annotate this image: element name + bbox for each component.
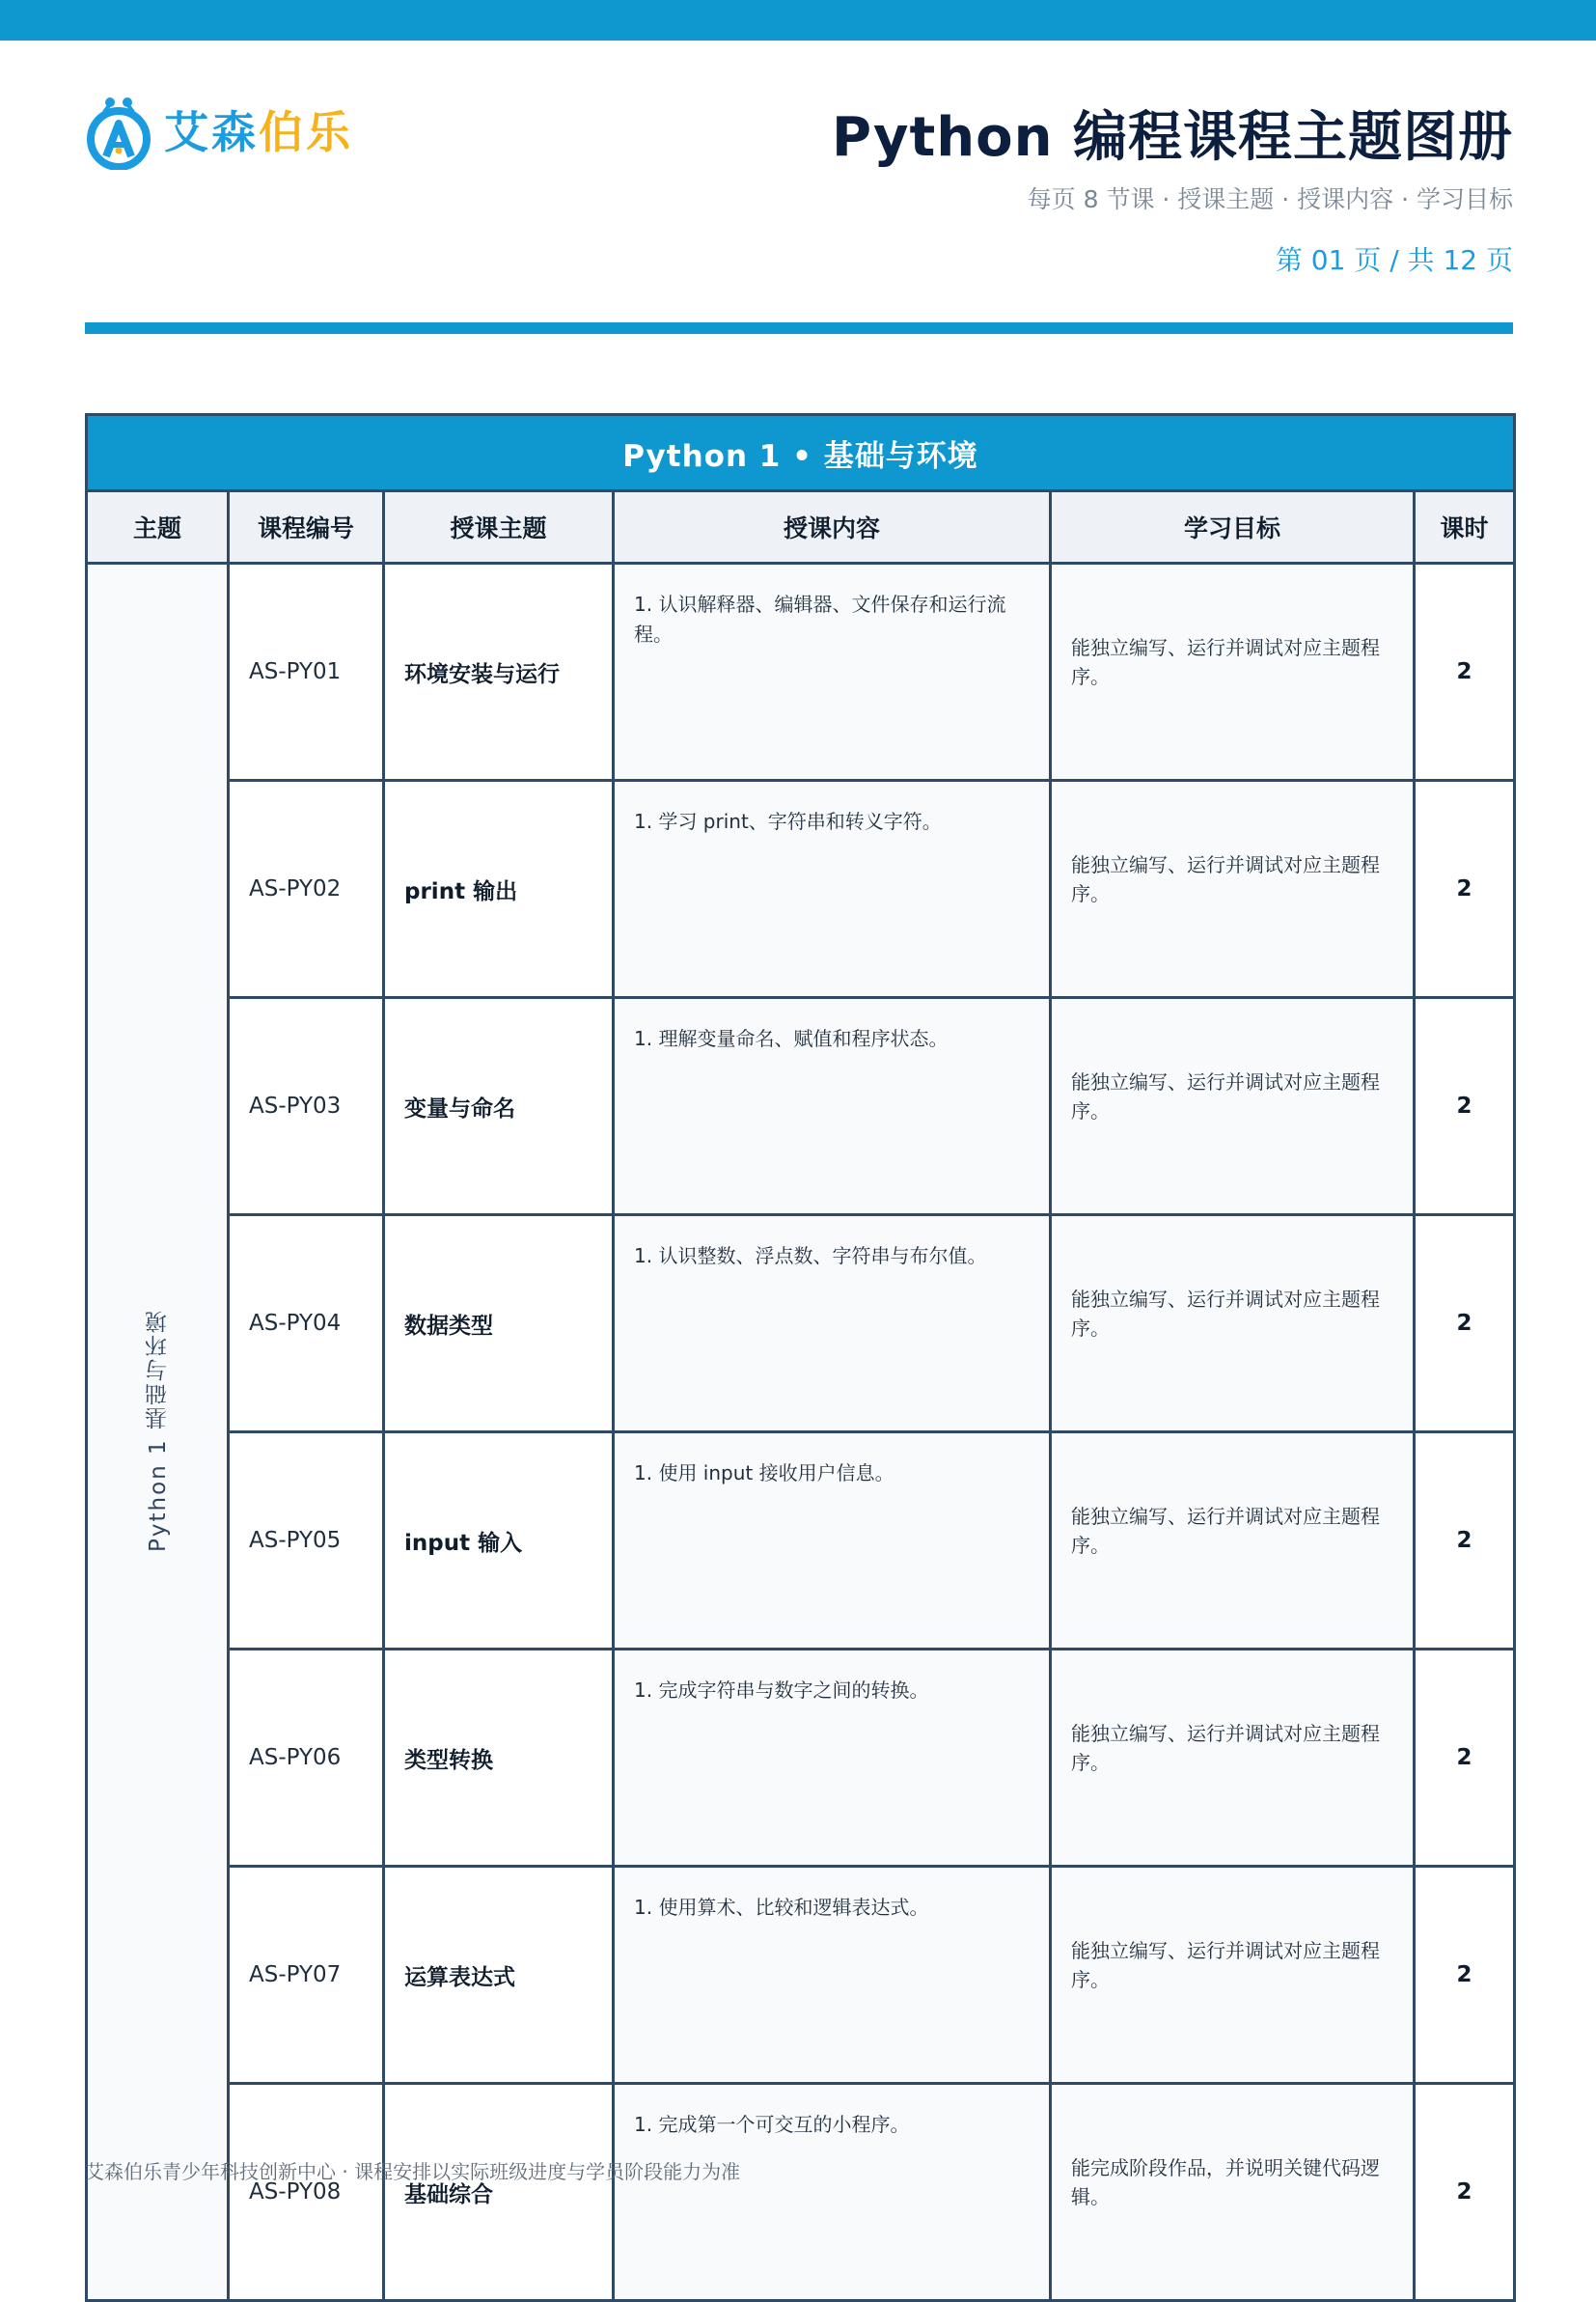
top-accent-bar xyxy=(0,0,1596,41)
table-row xyxy=(87,1650,1515,1867)
course-goal: 能独立编写、运行并调试对应主题程序。 xyxy=(1051,998,1415,1215)
course-goal: 能完成阶段作品，并说明关键代码逻辑。 xyxy=(1051,2084,1415,2301)
course-content: 1. 认识整数、浮点数、字符串与布尔值。 xyxy=(614,1215,1051,1432)
course-hours: 2 xyxy=(1415,2084,1515,2301)
course-topic: input 输入 xyxy=(384,1432,614,1650)
table-row xyxy=(87,1215,1515,1432)
column-header-goal: 学习目标 xyxy=(1051,491,1415,564)
page-number: 第 01 页 / 共 12 页 xyxy=(1275,244,1513,276)
page-footer: 艾森伯乐青少年科技创新中心 · 课程安排以实际班级进度与学员阶段能力为准 xyxy=(85,2160,741,2183)
course-goal: 能独立编写、运行并调试对应主题程序。 xyxy=(1051,1867,1415,2084)
course-topic: 数据类型 xyxy=(384,1215,614,1432)
brand-char-1: 艾 xyxy=(164,106,211,158)
course-topic: 基础综合 xyxy=(384,2084,614,2301)
course-goal: 能独立编写、运行并调试对应主题程序。 xyxy=(1051,781,1415,998)
table-header-row xyxy=(87,491,1515,564)
brand-char-3: 伯 xyxy=(259,106,306,158)
course-code: AS-PY06 xyxy=(229,1650,384,1867)
table-row xyxy=(87,2084,1515,2301)
table-row xyxy=(87,1867,1515,2084)
course-code: AS-PY04 xyxy=(229,1215,384,1432)
course-hours: 2 xyxy=(1415,1867,1515,2084)
table-row xyxy=(87,1432,1515,1650)
column-header-content: 授课内容 xyxy=(614,491,1051,564)
course-topic: print 输出 xyxy=(384,781,614,998)
table-row xyxy=(87,998,1515,1215)
course-code: AS-PY02 xyxy=(229,781,384,998)
course-topic: 变量与命名 xyxy=(384,998,614,1215)
column-header-topic: 授课主题 xyxy=(384,491,614,564)
course-content: 1. 完成字符串与数字之间的转换。 xyxy=(614,1650,1051,1867)
course-hours: 2 xyxy=(1415,1215,1515,1432)
course-topic: 类型转换 xyxy=(384,1650,614,1867)
course-code: AS-PY03 xyxy=(229,998,384,1215)
course-table xyxy=(85,413,1516,2302)
course-content: 1. 使用 input 接收用户信息。 xyxy=(614,1432,1051,1650)
table-row xyxy=(87,564,1515,781)
course-topic: 运算表达式 xyxy=(384,1867,614,2084)
page-subtitle: 每页 8 节课 · 授课主题 · 授课内容 · 学习目标 xyxy=(1027,185,1513,213)
course-hours: 2 xyxy=(1415,1650,1515,1867)
course-hours: 2 xyxy=(1415,564,1515,781)
course-hours: 2 xyxy=(1415,1432,1515,1650)
course-goal: 能独立编写、运行并调试对应主题程序。 xyxy=(1051,1215,1415,1432)
page-title: Python 编程课程主题图册 xyxy=(831,106,1513,169)
theme-label: Python 1 基础与环境 xyxy=(145,1308,171,1552)
course-topic: 环境安装与运行 xyxy=(384,564,614,781)
robot-a-logo-icon xyxy=(83,95,154,170)
course-code: AS-PY01 xyxy=(229,564,384,781)
course-hours: 2 xyxy=(1415,781,1515,998)
column-header-hours: 课时 xyxy=(1415,491,1515,564)
course-content: 1. 完成第一个可交互的小程序。 xyxy=(614,2084,1051,2301)
theme-cell xyxy=(87,564,229,2301)
course-content: 1. 使用算术、比较和逻辑表达式。 xyxy=(614,1867,1051,2084)
course-goal: 能独立编写、运行并调试对应主题程序。 xyxy=(1051,1432,1415,1650)
course-goal: 能独立编写、运行并调试对应主题程序。 xyxy=(1051,564,1415,781)
course-goal: 能独立编写、运行并调试对应主题程序。 xyxy=(1051,1650,1415,1867)
header-divider xyxy=(85,322,1513,334)
course-code: AS-PY05 xyxy=(229,1432,384,1650)
brand-char-4: 乐 xyxy=(306,106,353,158)
brand-logo xyxy=(83,95,392,170)
table-row xyxy=(87,781,1515,998)
course-code: AS-PY07 xyxy=(229,1867,384,2084)
table-band-title: Python 1 • 基础与环境 xyxy=(87,415,1515,491)
column-header-theme: 主题 xyxy=(87,491,229,564)
brand-char-2: 森 xyxy=(211,106,259,158)
brand-logo-text xyxy=(164,106,353,158)
course-hours: 2 xyxy=(1415,998,1515,1215)
column-header-code: 课程编号 xyxy=(229,491,384,564)
course-code: AS-PY08 xyxy=(229,2084,384,2301)
course-content: 1. 理解变量命名、赋值和程序状态。 xyxy=(614,998,1051,1215)
course-content: 1. 学习 print、字符串和转义字符。 xyxy=(614,781,1051,998)
course-content: 1. 认识解释器、编辑器、文件保存和运行流程。 xyxy=(614,564,1051,781)
